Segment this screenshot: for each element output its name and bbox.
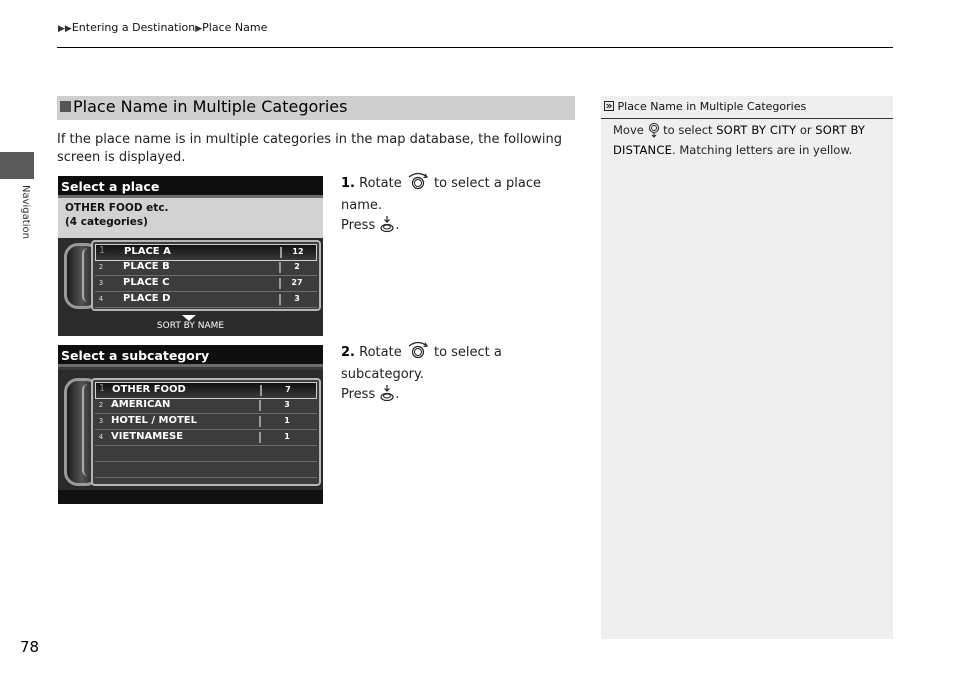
header-divider — [57, 47, 893, 48]
row-divider — [279, 278, 281, 289]
list-item[interactable] — [95, 292, 317, 308]
note-keyword: SORT BY DISTANCE — [613, 123, 866, 157]
subcategory-list — [91, 378, 321, 486]
row-label: PLACE B — [123, 261, 170, 272]
step-text: . — [395, 387, 400, 402]
row-count: 3 — [284, 400, 290, 409]
row-divider — [259, 400, 261, 411]
step-text: to select a subcategory. — [341, 345, 502, 382]
list-item[interactable] — [95, 276, 317, 292]
info-line: OTHER FOOD etc. — [65, 202, 169, 214]
note-text: or — [799, 123, 812, 137]
row-divider — [259, 416, 261, 427]
row-count: 1 — [284, 432, 290, 441]
interface-dial-rotate-icon — [406, 340, 430, 366]
note-text: Move — [613, 123, 644, 137]
sort-by-name-button[interactable]: SORT BY NAME — [156, 321, 225, 331]
note-text: to select — [663, 123, 713, 137]
list-area — [58, 238, 323, 336]
row-number: 2 — [98, 263, 104, 271]
info-text — [65, 201, 169, 229]
row-count: 7 — [285, 385, 291, 394]
row-label: PLACE A — [124, 246, 171, 257]
square-bullet-icon — [60, 101, 71, 112]
intro-paragraph: If the place name is in multiple categories in the map database, the following screen is displayed. — [57, 132, 563, 165]
interface-dial-move-icon — [648, 122, 660, 142]
step-number: 2. — [341, 345, 355, 360]
step-text: Rotate — [359, 176, 402, 191]
note-header — [601, 96, 893, 119]
note-keyword: SORT BY CITY — [716, 123, 797, 137]
screen-title — [58, 345, 323, 367]
row-number: 3 — [98, 417, 104, 425]
row-count: 1 — [284, 416, 290, 425]
list-item[interactable] — [95, 398, 317, 414]
row-number: 4 — [98, 433, 104, 441]
note-body — [613, 122, 879, 158]
row-number: 1 — [98, 383, 106, 394]
side-tab — [0, 152, 34, 179]
row-label: OTHER FOOD — [112, 384, 186, 395]
list-item[interactable] — [95, 414, 317, 430]
row-divider — [259, 432, 261, 443]
breadcrumb-item: Place Name — [202, 21, 268, 34]
step-text: . — [395, 218, 400, 233]
row-count: 2 — [294, 262, 300, 271]
row-count: 12 — [292, 247, 304, 256]
side-tab-label: Navigation — [20, 185, 31, 239]
row-divider — [280, 247, 282, 258]
row-divider — [260, 385, 262, 396]
row-number: 3 — [98, 279, 104, 287]
screen-title — [58, 176, 323, 198]
step-number: 1. — [341, 176, 355, 191]
row-label: PLACE D — [123, 293, 171, 304]
list-item-empty — [95, 462, 317, 478]
list-item-empty — [95, 446, 317, 462]
section-title: Place Name in Multiple Categories — [73, 97, 348, 116]
interface-dial-rotate-icon — [406, 171, 430, 197]
screen-title-text: Select a place — [61, 179, 160, 194]
page-number: 78 — [20, 638, 40, 656]
screen-title-text: Select a subcategory — [61, 348, 210, 363]
row-count: 3 — [294, 294, 300, 303]
interface-dial-press-icon — [379, 384, 395, 408]
sidebar-note — [601, 96, 893, 639]
row-label: PLACE C — [123, 277, 170, 288]
row-label: VIETNAMESE — [111, 431, 184, 442]
row-number: 2 — [98, 401, 104, 409]
step-2 — [341, 340, 581, 408]
list-area — [58, 370, 323, 504]
list-item[interactable] — [95, 244, 317, 261]
note-text: . Matching letters are in yellow. — [672, 143, 853, 157]
row-label: HOTEL / MOTEL — [111, 415, 197, 426]
screen-select-a-place — [58, 176, 323, 336]
step-1 — [341, 171, 581, 239]
row-number: 4 — [98, 295, 104, 303]
place-list — [91, 240, 321, 311]
note-icon — [604, 100, 614, 113]
step-text: to select a place name. — [341, 176, 541, 213]
screen-footer — [58, 490, 323, 504]
info-panel — [58, 198, 323, 238]
info-line: (4 categories) — [65, 216, 148, 228]
row-divider — [279, 262, 281, 273]
row-divider — [279, 294, 281, 305]
step-text: Press — [341, 218, 376, 233]
step-text: Press — [341, 387, 376, 402]
row-label: AMERICAN — [111, 399, 171, 410]
list-item[interactable] — [95, 430, 317, 446]
breadcrumb — [58, 21, 267, 34]
triangle-right-icon: ▶▶ — [58, 24, 72, 34]
note-title — [604, 100, 806, 113]
step-text: Rotate — [359, 345, 402, 360]
row-count: 27 — [291, 278, 303, 287]
screen-select-a-subcategory — [58, 345, 323, 504]
list-item[interactable] — [95, 260, 317, 276]
list-item[interactable] — [95, 382, 317, 399]
triangle-right-icon: ▶ — [195, 24, 203, 34]
note-title-text: Place Name in Multiple Categories — [617, 100, 807, 113]
breadcrumb-item: Entering a Destination — [71, 21, 196, 34]
interface-dial-press-icon — [379, 215, 395, 239]
row-number: 1 — [98, 245, 106, 256]
section-heading — [57, 96, 575, 120]
